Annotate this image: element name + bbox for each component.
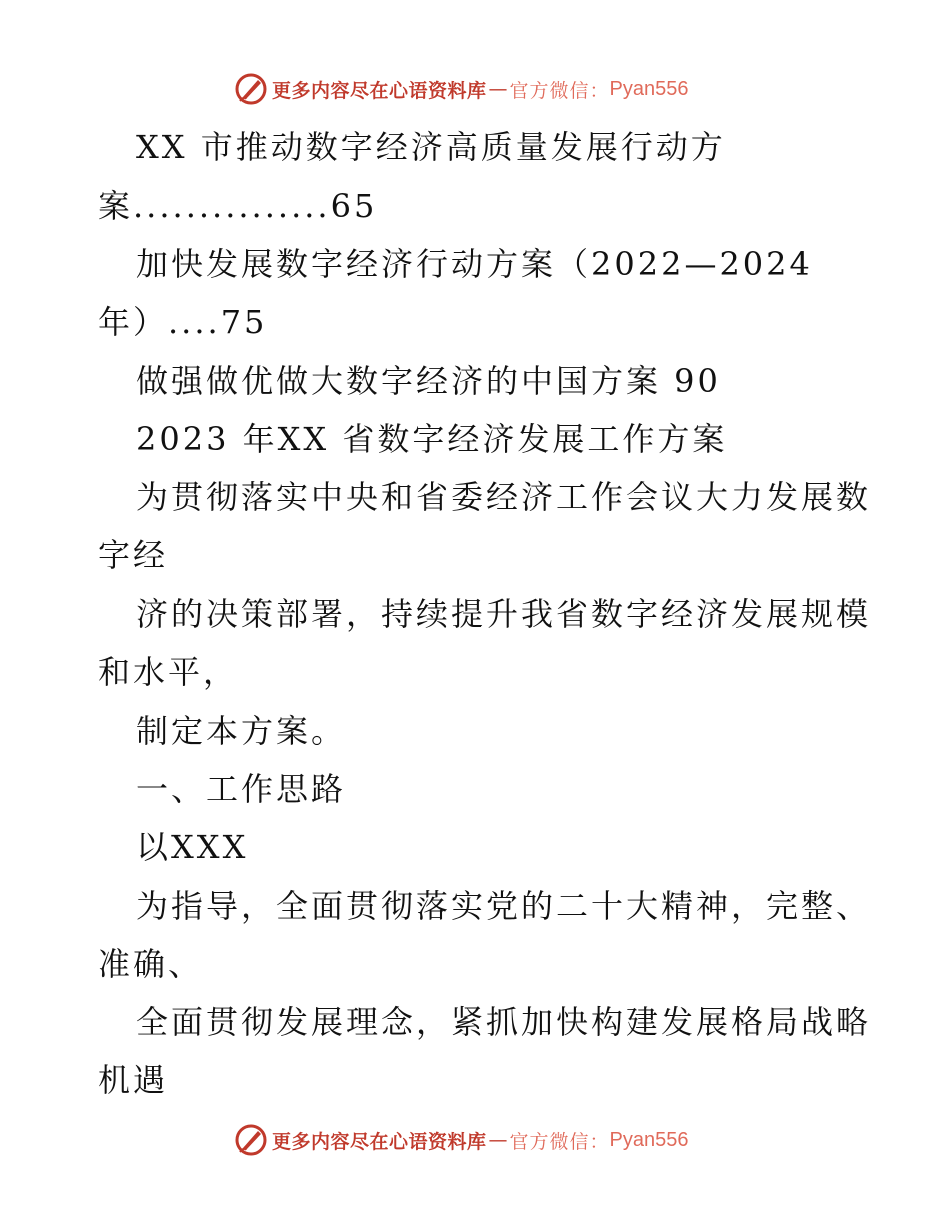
toc-entry-line: 年）....75 bbox=[98, 303, 268, 341]
watermark-separator: — bbox=[488, 1129, 508, 1151]
toc-entry-line: XX 市推动数字经济高质量发展行动方 bbox=[136, 128, 726, 166]
toc-entry-line: 案...............65 bbox=[98, 187, 378, 225]
paragraph-line: 准确、 bbox=[98, 945, 204, 983]
paragraph-line: 字经 bbox=[98, 536, 169, 574]
paragraph-line: 和水平， bbox=[98, 653, 239, 691]
watermark-brand-text: 更多内容尽在心语资料库 bbox=[272, 1130, 487, 1153]
watermark-wechat-label: 官方微信： bbox=[509, 1130, 610, 1153]
header-watermark bbox=[234, 72, 689, 106]
quill-logo-icon bbox=[234, 72, 268, 106]
toc-entry-line: 加快发展数字经济行动方案（2022—2024 bbox=[136, 245, 813, 283]
paragraph-line: 全面贯彻发展理念，紧抓加快构建发展格局战略 bbox=[136, 1003, 872, 1041]
paragraph-line: 济的决策部署，持续提升我省数字经济发展规模 bbox=[136, 595, 872, 633]
paragraph-line: 机遇 bbox=[98, 1061, 169, 1099]
toc-entry-line: 做强做优做大数字经济的中国方案 90 bbox=[136, 362, 721, 400]
paragraph-line: 为贯彻落实中央和省委经济工作会议大力发展数 bbox=[136, 478, 872, 516]
section-title: 2023 年XX 省数字经济发展工作方案 bbox=[136, 420, 728, 458]
paragraph-line: 制定本方案。 bbox=[136, 712, 347, 750]
watermark-wechat-label: 官方微信： bbox=[509, 79, 610, 102]
paragraph-line: 以XXX bbox=[136, 828, 249, 866]
watermark-brand-text: 更多内容尽在心语资料库 bbox=[272, 79, 487, 102]
paragraph-line: 为指导，全面贯彻落实党的二十大精神，完整、 bbox=[136, 887, 872, 925]
watermark-wechat-id: Pyan556 bbox=[609, 77, 689, 100]
footer-watermark bbox=[234, 1123, 689, 1157]
section-heading: 一、工作思路 bbox=[136, 770, 347, 808]
quill-logo-icon bbox=[234, 1123, 268, 1157]
watermark-separator: — bbox=[488, 78, 508, 100]
watermark-wechat-id: Pyan556 bbox=[609, 1128, 689, 1151]
